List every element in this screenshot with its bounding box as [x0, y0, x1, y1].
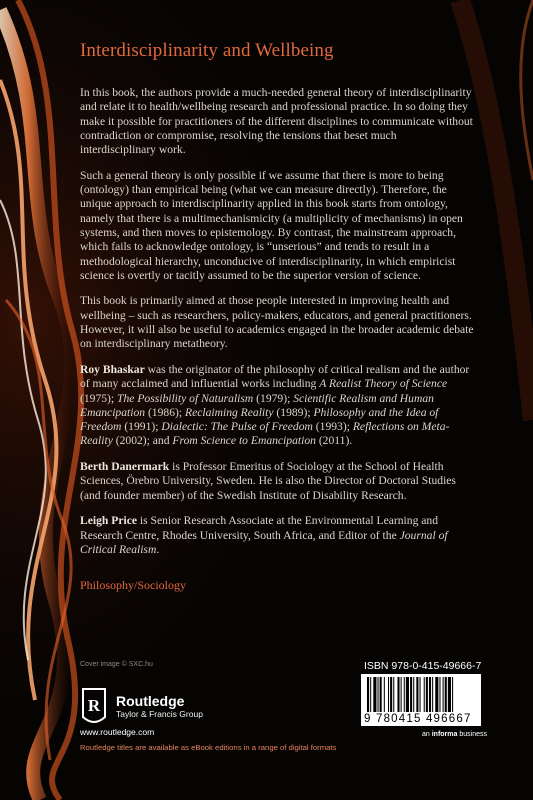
description — [80, 86, 475, 568]
informa-prefix: an — [422, 731, 432, 738]
publisher-website: www.routledge.com — [80, 727, 155, 737]
barcode-bar — [380, 677, 382, 713]
barcode-bar — [426, 677, 428, 713]
barcode-bar — [445, 677, 447, 713]
bio-text: (1989); — [273, 405, 314, 419]
informa-name: informa — [431, 731, 458, 738]
description-paragraph-1: In this book, the authors provide a much-needed general theory of interdisciplinarity and relate it to health/wellbeing research and professional practice. In so doing they make it possible for practitioners of the different disciplines to communicate without contradiction or compromise, resolving the tensions that beset much interdisciplinary work. — [80, 86, 473, 157]
barcode-bar — [378, 677, 379, 713]
book-work-title: Reclaiming Reality — [184, 405, 274, 419]
barcode-bar — [420, 677, 421, 713]
barcode-bar — [388, 677, 389, 713]
publisher-name-block — [116, 694, 203, 720]
barcode-bar — [443, 677, 444, 713]
barcode-bar — [397, 677, 399, 713]
bio-text: (2011). — [315, 434, 353, 448]
routledge-logo-icon — [80, 687, 108, 727]
bio-text: is Professor Emeritus of Sociology at the School of Health Sciences, Örebro University, Sweden. He is also the Director of Doctoral Studies (and founder member) of the Swedish Institute of Disability Research. — [80, 460, 456, 502]
publisher-logo — [80, 686, 203, 728]
logo-letter: R — [87, 696, 101, 715]
barcode-bar — [373, 677, 376, 713]
publisher-group: Taylor & Francis Group — [116, 709, 203, 719]
informa-suffix: business — [457, 731, 487, 738]
barcode-bar — [424, 677, 425, 713]
cover-image-credit: Cover image © SXC.hu — [80, 661, 153, 668]
book-work-title: Scientific Realism and Human Emancipation — [80, 391, 434, 419]
isbn: ISBN 978-0-415-49666-7 — [364, 660, 482, 672]
barcode-bar — [370, 677, 371, 713]
informa-business-tag — [422, 731, 487, 738]
book-work-title: Dialectic: The Pulse of Freedom — [161, 420, 313, 434]
bio-text: is Senior Research Associate at the Environmental Learning and Research Centre, Rhodes University, South Africa, and Editor of the — [80, 514, 439, 542]
book-title: Interdisciplinarity and Wellbeing — [80, 40, 334, 61]
author-name: Berth Danermark — [80, 460, 170, 474]
author-name: Leigh Price — [80, 514, 137, 528]
barcode-bar — [404, 677, 405, 713]
book-work-title: From Science to Emancipation — [172, 434, 316, 448]
barcode-bar — [429, 677, 431, 713]
bio-text: (1975); — [80, 391, 118, 405]
bio-text: (1979); — [253, 391, 294, 405]
book-work-title: Reflections on Meta-Reality — [80, 420, 450, 448]
barcode-bar — [413, 677, 414, 713]
journal-title: Journal of Critical Realism — [80, 528, 448, 556]
barcode-bar — [367, 677, 369, 713]
bio-text: (2002); and — [112, 434, 173, 448]
barcode-bar — [393, 677, 394, 713]
barcode-bar — [384, 677, 385, 713]
publisher-name: Routledge — [116, 693, 185, 709]
barcode-bar — [406, 677, 409, 713]
book-work-title: Philosophy and the Idea of Freedom — [80, 405, 439, 434]
bio-text: (1991); — [121, 420, 162, 434]
bio-text: . — [156, 542, 160, 556]
author-name: Roy Bhaskar — [80, 362, 145, 376]
ebook-availability-note: Routledge titles are available as eBook editions in a range of digital formats — [80, 743, 337, 752]
author-bio-bhaskar — [80, 363, 475, 449]
barcode-bar — [390, 677, 392, 713]
barcode-bar — [410, 677, 412, 713]
barcode-bar — [401, 677, 402, 713]
barcode-bar — [452, 677, 453, 713]
barcode-bar — [432, 677, 433, 713]
bio-text: was the originator of the philosophy of critical realism and the author of many acclaimed and influential works including — [80, 362, 470, 391]
barcode-number: 9 780415 496667 — [362, 712, 480, 726]
description-paragraph-2: Such a general theory is only possible if we assume that there is more to being (ontology) than empirical being (what we can measure directly). Therefore, the unique approach to interdisciplinarity applied in this book starts from ontology, namely that there is a multimechanismicity (a multiplicity of mechanisms) in open systems, and then moves to epistemology. By contrast, the mainstream approach, which fails to acknowledge ontology, is “unserious” and tends to result in a methodological hierarchy, unconducive of interdisciplinarity, in which empiricist science is overtly or tacitly assumed to be the superior version of science. — [80, 168, 463, 282]
barcode-bar — [416, 677, 418, 713]
book-work-title: A Realist Theory of Science — [319, 377, 448, 391]
subject-category: Philosophy/Sociology — [80, 578, 187, 592]
book-work-title: The Possibility of Naturalism — [117, 391, 254, 405]
barcode-bar — [439, 677, 440, 713]
author-bio-price — [80, 514, 475, 557]
author-bio-danermark — [80, 460, 475, 503]
bio-text: (1993); — [312, 420, 353, 434]
barcode-bar — [435, 677, 438, 713]
barcode-bar — [448, 677, 451, 713]
bio-text: (1986); — [145, 405, 185, 419]
description-paragraph-3: This book is primarily aimed at those people interested in improving health and wellbeing – such as researchers, policy-makers, educators, and general practitioners. However, it will also be useful to academics engaged in the broader academic debate on interdisciplinary metatheory. — [80, 294, 474, 351]
